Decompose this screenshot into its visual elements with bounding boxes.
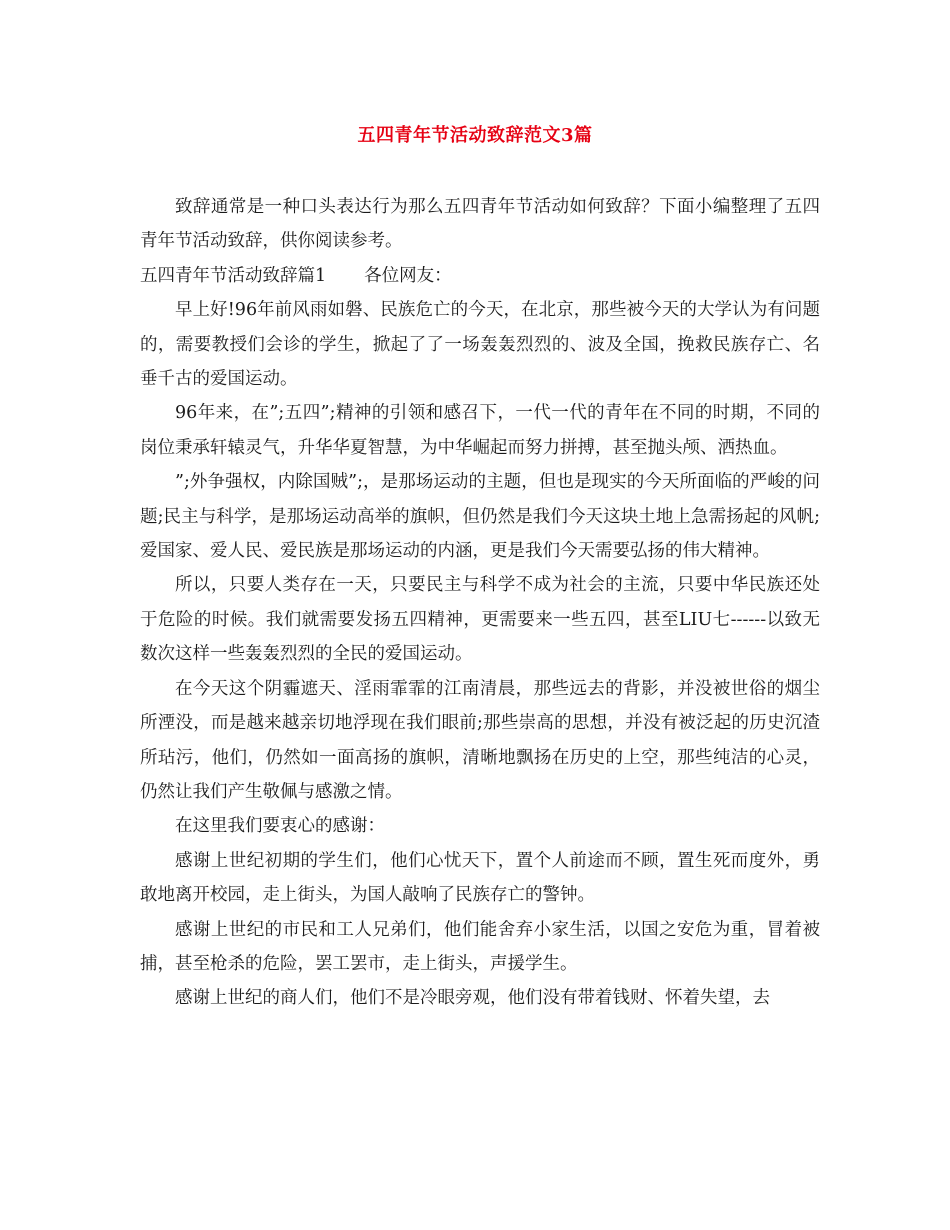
paragraph-4: 所以，只要人类存在一天，只要民主与科学不成为社会的主流，只要中华民族还处于危险的时候。我们就需要发扬五四精神，更需要来一些五四，甚至LIU七------以致无数次这样一些轰轰烈烈的全民的爱国运动。 (140, 575, 820, 665)
paragraph-9: 感谢上世纪的商人们，他们不是冷眼旁观，他们没有带着钱财、怀着失望，去 (175, 988, 770, 1009)
paragraph-2: 96年来，在”;五四”;精神的引领和感召下，一代一代的青年在不同的时期，不同的岗位秉承轩辕灵气，升华华夏智慧，为中华崛起而努力拼搏，甚至抛头颅、洒热血。 (140, 403, 820, 458)
paragraph-3: ”;外争强权，内除国贼”;，是那场运动的主题，但也是现实的今天所面临的严峻的问题;民主与科学，是那场运动高举的旗帜，但仍然是我们今天这块土地上急需扬起的风帆;爱国家、爱人民、爱民族是那场运动的内涵，更是我们今天需要弘扬的伟大精神。 (140, 472, 820, 562)
intro-paragraph: 致辞通常是一种口头表达行为那么五四青年节活动如何致辞？下面小编整理了五四青年节活动致辞，供你阅读参考。 (140, 197, 820, 252)
salutation: 各位网友： (364, 265, 452, 286)
section-heading: 五四青年节活动致辞篇1 (140, 265, 327, 286)
paragraph-1: 早上好!96年前风雨如磐、民族危亡的今天，在北京，那些被今天的大学认为有问题的，需要教授们会诊的学生，掀起了了一场轰轰烈烈的、波及全国，挽救民族存亡、名垂千古的爱国运动。 (140, 300, 820, 390)
document-body (140, 190, 820, 1016)
paragraph-8: 感谢上世纪的市民和工人兄弟们，他们能舍弃小家生活，以国之安危为重，冒着被捕，甚至枪杀的危险，罢工罢市，走上街头，声援学生。 (140, 919, 820, 974)
paragraph-6: 在这里我们要衷心的感谢： (175, 816, 385, 837)
paragraph-5: 在今天这个阴霾遮天、淫雨霏霏的江南清晨，那些远去的背影，并没被世俗的烟尘所湮没，而是越来越亲切地浮现在我们眼前;那些崇高的思想，并没有被泛起的历史沉渣所玷污，他们，仍然如一面高扬的旗帜，清晰地飘扬在历史的上空，那些纯洁的心灵，仍然让我们产生敬佩与感激之情。 (140, 678, 820, 802)
document-title: 五四青年节活动致辞范文3篇 (357, 125, 593, 146)
paragraph-7: 感谢上世纪初期的学生们，他们心忧天下，置个人前途而不顾，置生死而度外，勇敢地离开校园，走上街头，为国人敲响了民族存亡的警钟。 (140, 850, 820, 906)
section-heading-line (140, 259, 820, 293)
